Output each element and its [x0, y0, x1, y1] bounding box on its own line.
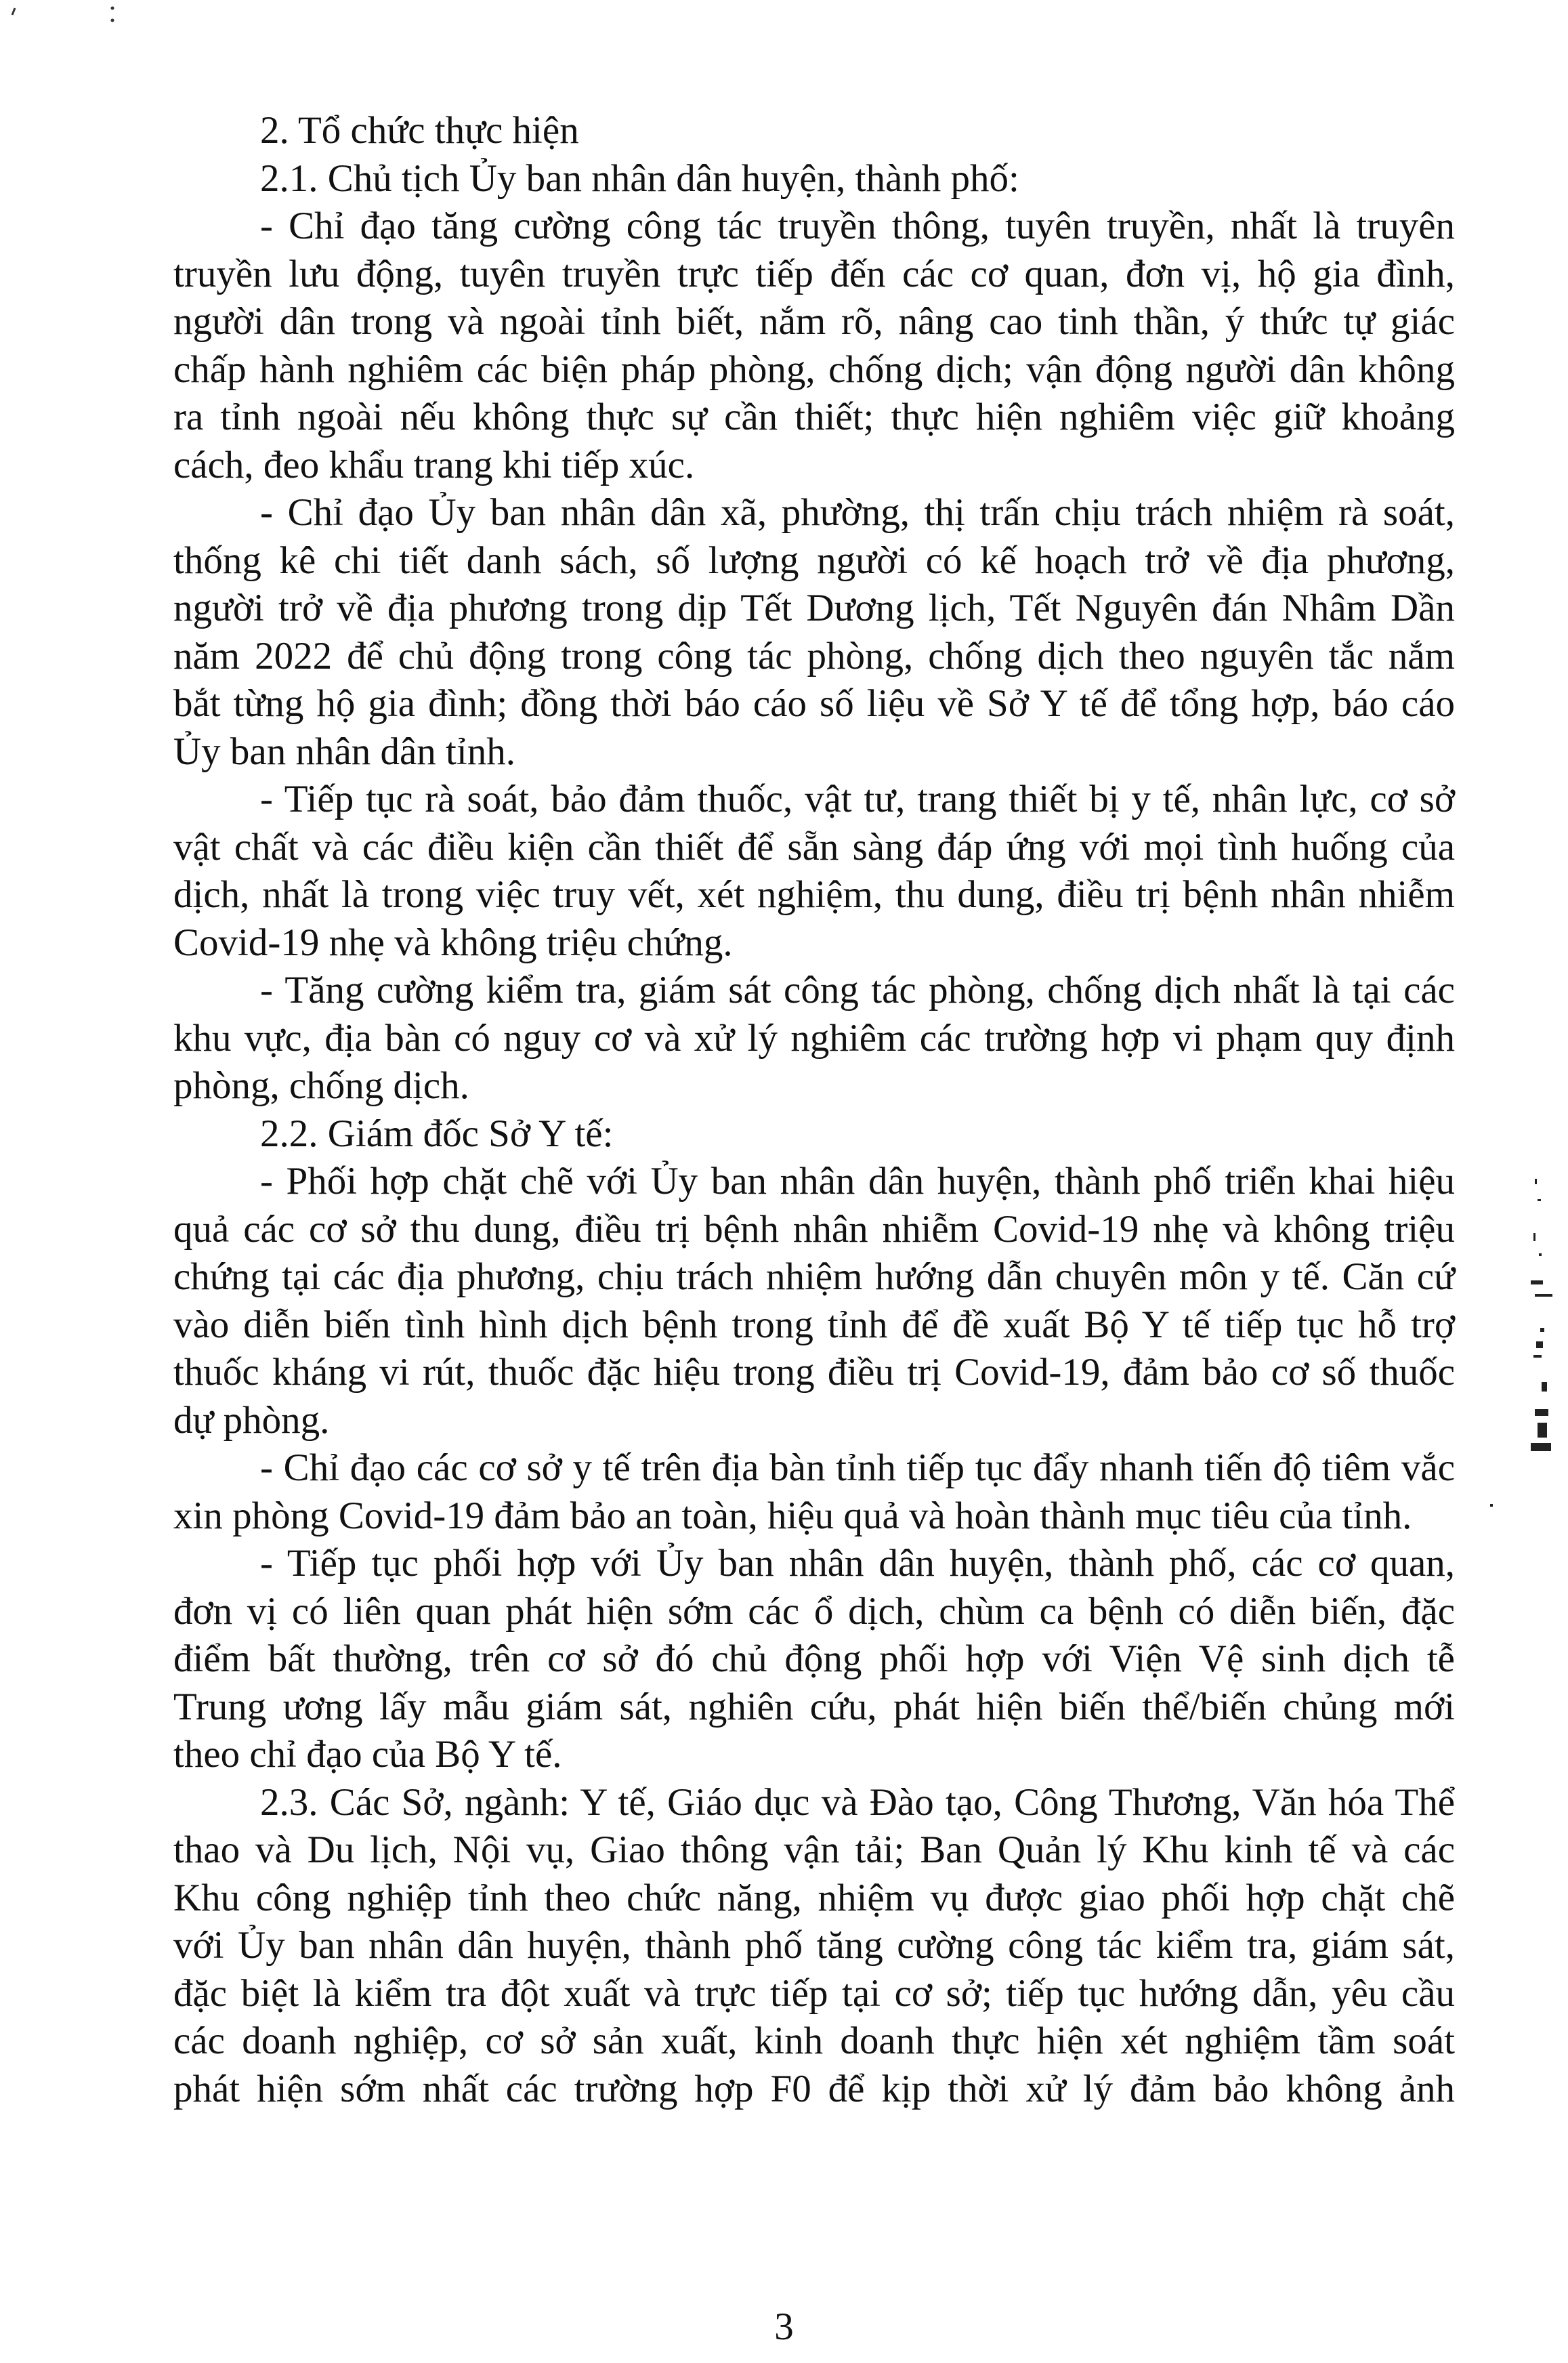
text-line: chấp hành nghiêm các biện pháp phòng, chống dịch; vận động người dân không — [173, 348, 1455, 391]
text-line: điểm bất thường, trên cơ sở đó chủ động phối hợp với Viện Vệ sinh dịch tễ — [173, 1637, 1455, 1680]
text-line: 2.2. Giám đốc Sở Y tế: — [260, 1112, 614, 1155]
text-line: thống kê chi tiết danh sách, số lượng người có kế hoạch trở về địa phương, — [173, 539, 1455, 582]
text-line: xin phòng Covid-19 đảm bảo an toàn, hiệu quả và hoàn thành mục tiêu của tỉnh. — [173, 1494, 1412, 1537]
scan-artifact-top-left — [0, 0, 135, 41]
text-line: phát hiện sớm nhất các trường hợp F0 để kịp thời xử lý đảm bảo không ảnh — [173, 2067, 1455, 2110]
text-line: - Tiếp tục rà soát, bảo đảm thuốc, vật tư, trang thiết bị y tế, nhân lực, cơ sở — [260, 778, 1455, 820]
text-line: quả các cơ sở thu dung, điều trị bệnh nhân nhiễm Covid-19 nhẹ và không triệu — [173, 1207, 1455, 1251]
text-line: - Tiếp tục phối hợp với Ủy ban nhân dân huyện, thành phố, các cơ quan, — [260, 1542, 1455, 1585]
text-line: - Chỉ đạo các cơ sở y tế trên địa bàn tỉnh tiếp tục đẩy nhanh tiến độ tiêm vắc — [260, 1446, 1455, 1489]
text-line: ra tỉnh ngoài nếu không thực sự cần thiết; thực hiện nghiêm việc giữ khoảng — [173, 396, 1455, 438]
text-line: khu vực, địa bàn có nguy cơ và xử lý nghiêm các trường hợp vi phạm quy định — [173, 1016, 1455, 1060]
text-line: đơn vị có liên quan phát hiện sớm các ổ dịch, chùm ca bệnh có diễn biến, đặc — [173, 1589, 1455, 1633]
text-line: cách, đeo khẩu trang khi tiếp xúc. — [173, 443, 695, 486]
text-line: Khu công nghiệp tỉnh theo chức năng, nhiệm vụ được giao phối hợp chặt chẽ — [173, 1876, 1455, 1919]
text-line: dự phòng. — [173, 1398, 330, 1442]
text-line: Trung ương lấy mẫu giám sát, nghiên cứu, phát hiện biến thể/biến chủng mới — [173, 1685, 1455, 1728]
text-line: người dân trong và ngoài tỉnh biết, nắm rõ, nâng cao tinh thần, ý thức tự giác — [173, 300, 1455, 343]
text-line: dịch, nhất là trong việc truy vết, xét nghiệm, thu dung, điều trị bệnh nhân nhiễm — [173, 873, 1455, 916]
text-line: chứng tại các địa phương, chịu trách nhiệm hướng dẫn chuyên môn y tế. Căn cứ — [173, 1255, 1455, 1298]
text-line: với Ủy ban nhân dân huyện, thành phố tăng cường công tác kiểm tra, giám sát, — [173, 1924, 1455, 1967]
text-line: đặc biệt là kiểm tra đột xuất và trực tiếp tại cơ sở; tiếp tục hướng dẫn, yêu cầu — [173, 1971, 1455, 2015]
text-line: - Chỉ đạo tăng cường công tác truyền thông, tuyên truyền, nhất là truyên — [260, 205, 1455, 247]
text-line: - Chỉ đạo Ủy ban nhân dân xã, phường, thị trấn chịu trách nhiệm rà soát, — [260, 491, 1455, 534]
text-line: bắt từng hộ gia đình; đồng thời báo cáo số liệu về Sở Y tế để tổng hợp, báo cáo — [173, 682, 1455, 725]
text-line: thao và Du lịch, Nội vụ, Giao thông vận tải; Ban Quản lý Khu kinh tế và các — [173, 1828, 1455, 1871]
document-body — [173, 107, 1455, 2113]
text-line: vào diễn biến tình hình dịch bệnh trong tỉnh để đề xuất Bộ Y tế tiếp tục hỗ trợ — [173, 1303, 1455, 1346]
text-line: theo chỉ đạo của Bộ Y tế. — [173, 1733, 562, 1776]
text-line: Covid-19 nhẹ và không triệu chứng. — [173, 921, 733, 964]
text-line: 2. Tổ chức thực hiện — [260, 109, 579, 152]
text-line: - Phối hợp chặt chẽ với Ủy ban nhân dân huyện, thành phố triển khai hiệu — [260, 1160, 1455, 1203]
scan-artifact-right-margin — [1477, 1152, 1568, 1531]
text-line: các doanh nghiệp, cơ sở sản xuất, kinh doanh thực hiện xét nghiệm tầm soát — [173, 2020, 1455, 2062]
text-line: thuốc kháng vi rút, thuốc đặc hiệu trong điều trị Covid-19, đảm bảo cơ số thuốc — [173, 1351, 1455, 1394]
text-line: - Tăng cường kiểm tra, giám sát công tác phòng, chống dịch nhất là tại các — [260, 969, 1455, 1011]
page-number: 3 — [774, 2305, 794, 2348]
text-line: phòng, chống dịch. — [173, 1064, 469, 1107]
text-line: 2.3. Các Sở, ngành: Y tế, Giáo dục và Đào tạo, Công Thương, Văn hóa Thể — [260, 1780, 1455, 1824]
text-line: truyền lưu động, tuyên truyền trực tiếp đến các cơ quan, đơn vị, hộ gia đình, — [173, 252, 1455, 295]
text-line: 2.1. Chủ tịch Ủy ban nhân dân huyện, thành phố: — [260, 156, 1019, 200]
text-line: năm 2022 để chủ động trong công tác phòng, chống dịch theo nguyên tắc nắm — [173, 634, 1455, 677]
text-line: vật chất và các điều kiện cần thiết để sẵn sàng đáp ứng với mọi tình huống của — [173, 825, 1455, 869]
text-line: Ủy ban nhân dân tỉnh. — [173, 730, 515, 773]
text-line: người trở về địa phương trong dịp Tết Dương lịch, Tết Nguyên đán Nhâm Dần — [173, 587, 1455, 629]
